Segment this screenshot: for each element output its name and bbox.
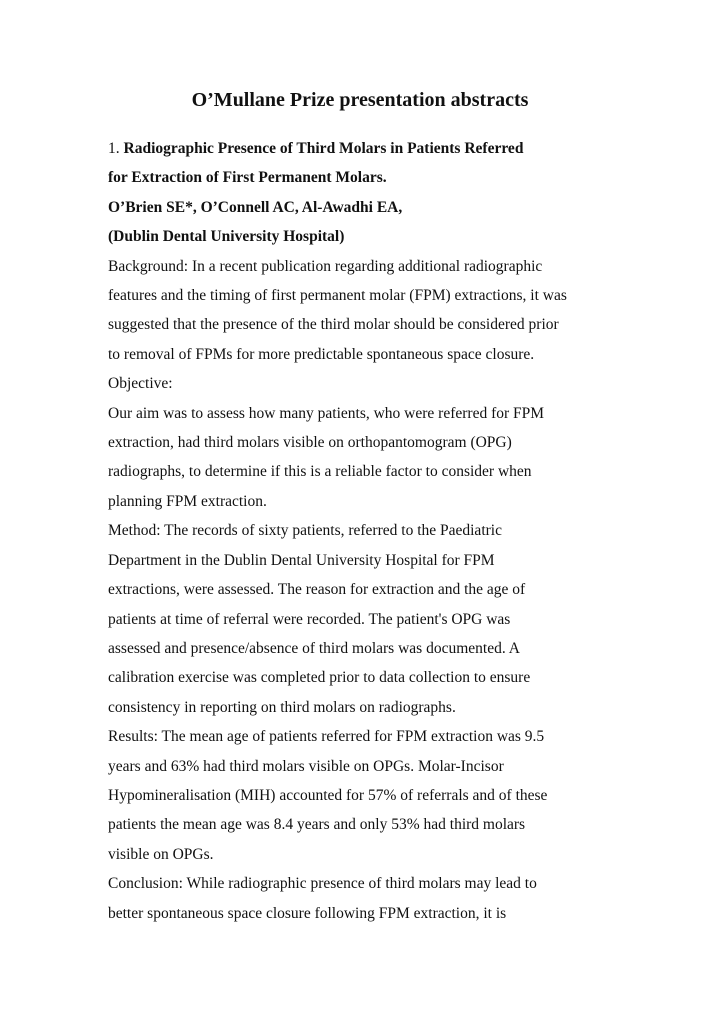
body-line: patients at time of referral were recorded. The patient's OPG was <box>108 610 511 628</box>
body-line: better spontaneous space closure following FPM extraction, it is <box>108 904 507 922</box>
body-line: calibration exercise was completed prior to data collection to ensure <box>108 669 531 687</box>
body-line: consistency in reporting on third molars on radiographs. <box>108 698 456 716</box>
body-line: Method: The records of sixty patients, referred to the Paediatric <box>108 522 502 540</box>
body-line: Conclusion: While radiographic presence of third molars may lead to <box>108 875 537 893</box>
page-title: O’Mullane Prize presentation abstracts <box>191 89 529 111</box>
abstract-title-line-1 <box>108 134 628 163</box>
body-line: Hypomineralisation (MIH) accounted for 57% of referrals and of these <box>108 786 548 804</box>
body-line: planning FPM extraction. <box>108 492 267 510</box>
abstract-title: Radiographic Presence of Third Molars in Patients Referred <box>123 140 524 157</box>
body-line: assessed and presence/absence of third molars was documented. A <box>108 639 520 657</box>
body-line: Results: The mean age of patients referred for FPM extraction was 9.5 <box>108 728 545 746</box>
body-line: years and 63% had third molars visible on OPGs. Molar-Incisor <box>108 757 504 775</box>
abstract-institution: (Dublin Dental University Hospital) <box>108 228 345 246</box>
abstract-number: 1. <box>108 140 120 157</box>
body-line: Objective: <box>108 375 173 393</box>
body-line: radiographs, to determine if this is a reliable factor to consider when <box>108 463 532 481</box>
abstract-title-line-2: for Extraction of First Permanent Molars. <box>108 169 387 187</box>
body-line: features and the timing of first permanent molar (FPM) extractions, it was <box>108 287 567 305</box>
body-line: Department in the Dublin Dental University Hospital for FPM <box>108 551 495 569</box>
body-line: Our aim was to assess how many patients, who were referred for FPM <box>108 404 545 422</box>
body-line: to removal of FPMs for more predictable spontaneous space closure. <box>108 345 535 363</box>
body-line: Background: In a recent publication regarding additional radiographic <box>108 257 543 275</box>
abstract-authors: O’Brien SE*, O’Connell AC, Al-Awadhi EA, <box>108 198 403 216</box>
body-line: patients the mean age was 8.4 years and only 53% had third molars <box>108 816 526 834</box>
body-line: suggested that the presence of the third molar should be considered prior <box>108 316 559 334</box>
body-line: visible on OPGs. <box>108 845 214 863</box>
body-line: extraction, had third molars visible on orthopantomogram (OPG) <box>108 434 512 452</box>
body-line: extractions, were assessed. The reason for extraction and the age of <box>108 581 526 599</box>
abstract-body <box>108 134 628 928</box>
